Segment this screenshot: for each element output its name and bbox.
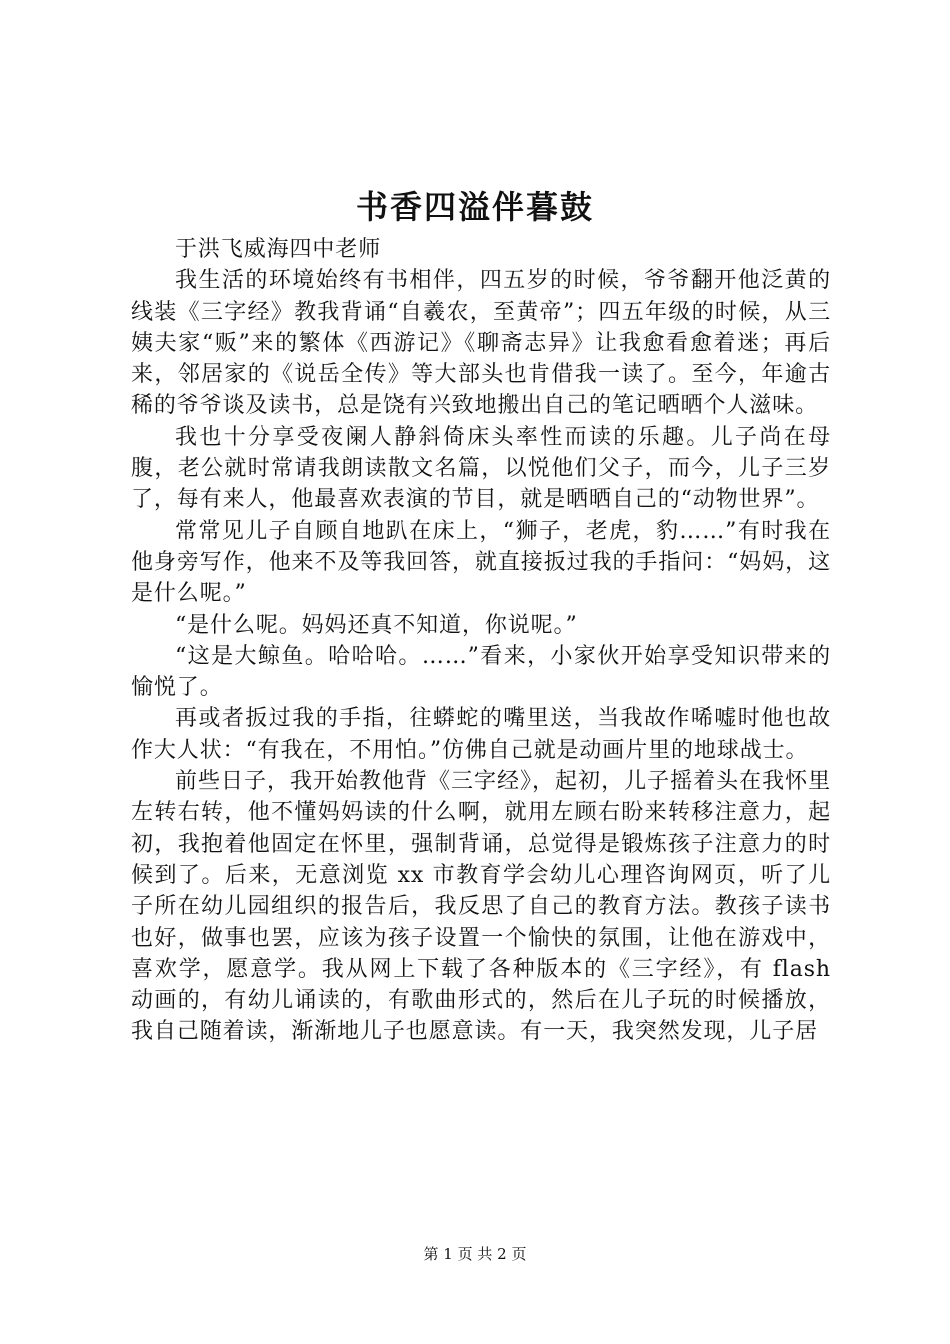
page-footer: 第 1 页 共 2 页 — [423, 1245, 527, 1263]
paragraph: 再或者扳过我的手指，往蟒蛇的嘴里送，当我故作唏嘘时他也故作大人状：“有我在，不用怕。”仿佛自己就是动画片里的地球战士。 — [131, 706, 831, 763]
paragraph: 我生活的环境始终有书相伴，四五岁的时候，爷爷翻开他泛黄的线装《三字经》教我背诵“自羲农，至黄帝”；四五年级的时候，从三姨夫家“贩”来的繁体《西游记》《聊斋志异》让我愈看愈着迷；再后来，邻居家的《说岳全传》等大部头也肯借我一读了。至今，年逾古稀的爷爷谈及读书，总是饶有兴致地搬出自己的笔记晒晒个人滋味。 — [131, 268, 831, 419]
author-line: 于洪飞威海四中老师 — [175, 237, 382, 262]
document-title: 书香四溢伴暮鼓 — [355, 188, 594, 226]
paragraph: 常常见儿子自顾自地趴在床上，“狮子，老虎，豹……”有时我在他身旁写作，他来不及等我回答，就直接扳过我的手指问：“妈妈，这是什么呢。” — [131, 518, 831, 607]
paragraph: 前些日子，我开始教他背《三字经》，起初，儿子摇着头在我怀里左转右转，他不懂妈妈读的什么啊，就用左顾右盼来转移注意力，起初，我抱着他固定在怀里，强制背诵，总觉得是锻炼孩子注意力的时候到了。后来，无意浏览 xx 市教育学会幼儿心理咨询网页，听了儿子所在幼儿园组织的报告后，我反思了自己的教育方法。教孩子读书也好，做事也罢，应该为孩子设置一个愉快的氛围，让他在游戏中，喜欢学，愿意学。我从网上下载了各种版本的《三字经》，有 flash 动画的，有幼儿诵读的，有歌曲形式的，然后在儿子玩的时候播放，我自己随着读，渐渐地儿子也愿意读。有一天，我突然发现，儿子居 — [131, 769, 831, 1045]
paragraph: “这是大鲸鱼。哈哈哈。……”看来，小家伙开始享受知识带来的愉悦了。 — [131, 643, 831, 701]
paragraph: “是什么呢。妈妈还真不知道，你说呢。” — [175, 612, 578, 638]
paragraph: 我也十分享受夜阑人静斜倚床头率性而读的乐趣。儿子尚在母腹，老公就时常请我朗读散文名篇，以悦他们父子，而今，儿子三岁了，每有来人，他最喜欢表演的节目，就是晒晒自己的“动物世界”。 — [131, 424, 831, 513]
document-body — [131, 234, 831, 1048]
